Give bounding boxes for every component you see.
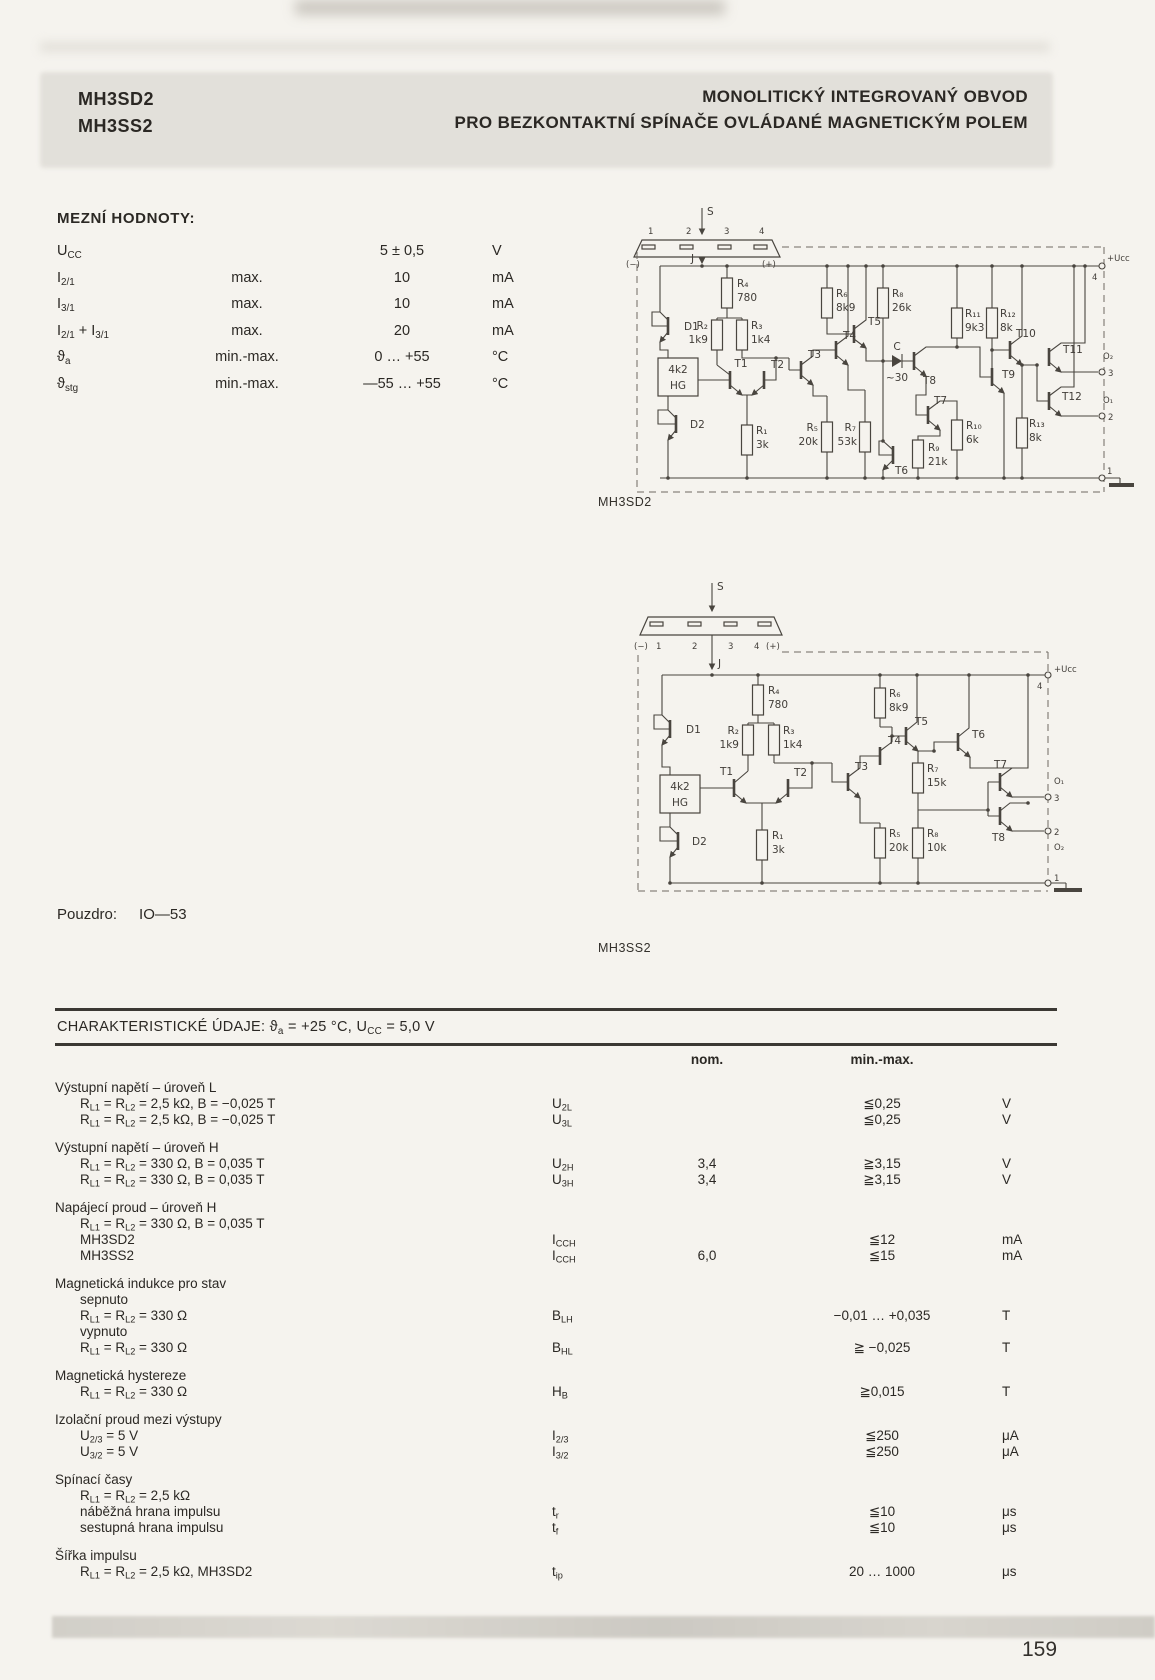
value: 10 bbox=[393, 269, 411, 286]
polarity-plus: (+) bbox=[766, 642, 780, 652]
value-r2: 1k9 bbox=[719, 739, 739, 751]
label-t10: T10 bbox=[1016, 328, 1036, 340]
value: 0 … +55 bbox=[374, 349, 430, 366]
value-r13: 8k bbox=[1029, 432, 1042, 444]
label-hg-value: 4k2 bbox=[670, 781, 690, 793]
label-t8: T8 bbox=[992, 832, 1006, 844]
char-line bbox=[55, 1504, 1057, 1520]
ucc-label: +Ucc bbox=[1107, 254, 1130, 264]
label-r4: R₄ bbox=[737, 278, 749, 290]
value-r1: 3k bbox=[756, 439, 769, 451]
package-label: Pouzdro: bbox=[57, 906, 118, 923]
value: 20 bbox=[393, 322, 411, 339]
char-line bbox=[55, 1412, 1057, 1428]
char-line bbox=[55, 1200, 1057, 1216]
label-t2: T2 bbox=[794, 767, 808, 779]
parameter: $ϑ_{stg}$ bbox=[57, 375, 79, 394]
symbol: $I_{CCH}$ bbox=[552, 1248, 576, 1265]
condition: min.-max. bbox=[215, 375, 279, 392]
output-o1-label: O₁ bbox=[1103, 396, 1114, 406]
label-t8: T8 bbox=[923, 375, 937, 387]
condition: vypnuto bbox=[80, 1324, 128, 1339]
component-labels bbox=[668, 254, 1130, 477]
value-r12: 8k bbox=[1000, 322, 1013, 334]
scan-artifact bbox=[295, 0, 725, 15]
limit-row bbox=[57, 376, 587, 403]
package-outline bbox=[634, 240, 780, 257]
value-r6: 8k9 bbox=[889, 702, 909, 714]
package-line bbox=[57, 906, 187, 923]
value-r5: 20k bbox=[798, 436, 818, 448]
label-r12: R₁₂ bbox=[1000, 308, 1016, 320]
condition: $R_{L1} = R_{L2} = 330$ Ω, B = 0,035 T bbox=[80, 1216, 265, 1233]
condition: $R_{L1} = R_{L2} = 330$ Ω bbox=[80, 1308, 188, 1325]
limit-row bbox=[57, 243, 587, 270]
pin-label: 4 bbox=[754, 642, 760, 652]
condition: Izolační proud mezi výstupy bbox=[55, 1412, 222, 1427]
label-c: C bbox=[893, 341, 901, 353]
condition: MH3SD2 bbox=[80, 1232, 135, 1247]
value-r10: 6k bbox=[966, 434, 979, 446]
label-r8: R₈ bbox=[927, 828, 939, 840]
output-o2-label: O₂ bbox=[1054, 843, 1065, 853]
pin2-label: 2 bbox=[1054, 828, 1060, 838]
label-hg: HG bbox=[669, 380, 687, 392]
scan-artifact-bottom bbox=[52, 1616, 1155, 1638]
minmax-value: ≦0,25 bbox=[863, 1096, 901, 1111]
condition: min.-max. bbox=[215, 349, 279, 366]
scan-artifact bbox=[40, 42, 1050, 52]
condition: max. bbox=[231, 296, 263, 313]
column-headers bbox=[55, 1052, 1057, 1068]
package-value: IO—53 bbox=[139, 906, 187, 923]
label-r13: R₁₃ bbox=[1029, 418, 1045, 430]
nom-value: 3,4 bbox=[697, 1172, 717, 1187]
label-r8: R₈ bbox=[892, 288, 904, 300]
char-line bbox=[55, 1080, 1057, 1096]
label-t12: T12 bbox=[1062, 391, 1082, 403]
label-t3: T3 bbox=[855, 761, 869, 773]
label-t5: T5 bbox=[868, 316, 882, 328]
unit: V bbox=[1002, 1096, 1012, 1111]
value-r2: 1k9 bbox=[688, 334, 708, 346]
pin-label: 3 bbox=[728, 642, 734, 652]
condition: max. bbox=[231, 322, 263, 339]
label-t9: T9 bbox=[1002, 369, 1016, 381]
unit: mA bbox=[1002, 1248, 1023, 1263]
value: —55 … +55 bbox=[363, 375, 441, 392]
char-line bbox=[55, 1428, 1057, 1444]
resistors bbox=[660, 685, 924, 860]
title-line-1: MONOLITICKÝ INTEGROVANÝ OBVOD bbox=[702, 87, 1028, 106]
pin-label: 3 bbox=[724, 227, 730, 237]
limits-heading: MEZNÍ HODNOTY: bbox=[57, 210, 196, 227]
unit: μs bbox=[1002, 1504, 1017, 1519]
condition: $U_{3/2} = 5$ V bbox=[80, 1444, 139, 1461]
label-r2: R₂ bbox=[696, 320, 708, 332]
label-r1: R₁ bbox=[772, 830, 784, 842]
schematic-mh3sd2 bbox=[596, 200, 1136, 500]
char-line bbox=[55, 1488, 1057, 1504]
part-number-1: MH3SD2 bbox=[78, 89, 155, 109]
label-d2: D2 bbox=[692, 836, 707, 848]
title-line-2: PRO BEZKONTAKTNÍ SPÍNAČE OVLÁDANÉ MAGNETICKÝM POLEM bbox=[454, 113, 1028, 132]
polarity-plus: (+) bbox=[762, 260, 776, 270]
condition: max. bbox=[231, 269, 263, 286]
condition: $R_{L1} = R_{L2} = 330$ Ω, B = 0,035 T bbox=[80, 1156, 265, 1173]
polarity-minus: (−) bbox=[626, 260, 640, 270]
label-r5: R₅ bbox=[806, 422, 818, 434]
pin3-label: 3 bbox=[1108, 369, 1114, 379]
unit: °C bbox=[492, 375, 509, 392]
condition: $R_{L1} = R_{L2} = 2,5$ kΩ, B = −0,025 T bbox=[80, 1096, 276, 1113]
signal-arrows bbox=[690, 206, 714, 265]
minmax-value: ≧3,15 bbox=[863, 1156, 901, 1171]
minmax-value: ≦15 bbox=[868, 1248, 896, 1263]
symbol: $I_{CCH}$ bbox=[552, 1232, 576, 1249]
pin-label: 4 bbox=[759, 227, 765, 237]
package-outline bbox=[640, 617, 782, 635]
char-line bbox=[55, 1564, 1057, 1580]
unit: μs bbox=[1002, 1520, 1017, 1535]
pin-label: 1 bbox=[656, 642, 662, 652]
value-r11: 9k3 bbox=[965, 322, 985, 334]
pin4-label: 4 bbox=[1037, 682, 1043, 692]
minmax-value: ≦250 bbox=[865, 1428, 899, 1443]
value-r4: 780 bbox=[768, 699, 789, 711]
value-r3: 1k4 bbox=[751, 334, 771, 346]
value: 10 bbox=[393, 296, 411, 313]
minmax-value: −0,01 … +0,035 bbox=[833, 1308, 931, 1323]
ucc-label: +Ucc bbox=[1054, 665, 1077, 675]
label-r3: R₃ bbox=[783, 725, 795, 737]
junction-j-label: J bbox=[691, 253, 695, 265]
document-title bbox=[340, 84, 1028, 136]
limit-values-section bbox=[57, 210, 587, 403]
parameter: $U_{CC}$ bbox=[57, 243, 82, 261]
pin-label: 1 bbox=[648, 227, 654, 237]
schematic-caption-sd2: MH3SD2 bbox=[598, 495, 652, 509]
condition: Výstupní napětí – úroveň H bbox=[55, 1140, 219, 1155]
condition: Napájecí proud – úroveň H bbox=[55, 1200, 217, 1215]
unit: mA bbox=[1002, 1232, 1023, 1247]
minmax-value: ≦10 bbox=[868, 1504, 896, 1519]
condition: $R_{L1} = R_{L2} = 2,5$ kΩ, MH3SD2 bbox=[80, 1564, 253, 1581]
label-t3: T3 bbox=[808, 349, 822, 361]
minmax-value: ≦250 bbox=[865, 1444, 899, 1459]
unit: V bbox=[1002, 1172, 1012, 1187]
unit: °C bbox=[492, 349, 509, 366]
symbol: $U_{3H}$ bbox=[552, 1172, 574, 1189]
unit: μA bbox=[1002, 1444, 1019, 1459]
char-line bbox=[55, 1248, 1057, 1264]
condition: Šířka impulsu bbox=[55, 1548, 137, 1563]
value-r4: 780 bbox=[737, 292, 758, 304]
value-r9: 21k bbox=[928, 456, 948, 468]
symbol: $H_B$ bbox=[552, 1384, 568, 1401]
char-line bbox=[55, 1340, 1057, 1356]
label-r5: R₅ bbox=[889, 828, 901, 840]
char-line bbox=[55, 1308, 1057, 1324]
symbol: $B_{HL}$ bbox=[552, 1340, 573, 1357]
label-t4: T4 bbox=[843, 330, 857, 342]
unit: μA bbox=[1002, 1428, 1019, 1443]
label-t7: T7 bbox=[934, 395, 948, 407]
page-number: 159 bbox=[1022, 1638, 1058, 1661]
label-t6: T6 bbox=[972, 729, 986, 741]
symbol: $U_{2H}$ bbox=[552, 1156, 574, 1173]
signal-arrows bbox=[712, 581, 724, 670]
schematic-mh3ss2 bbox=[596, 575, 1136, 910]
char-line bbox=[55, 1520, 1057, 1536]
label-t11: T11 bbox=[1063, 344, 1083, 356]
limit-row bbox=[57, 323, 587, 350]
value-r3: 1k4 bbox=[783, 739, 803, 751]
minmax-value: ≧ −0,025 bbox=[853, 1340, 911, 1355]
component-labels bbox=[670, 665, 1077, 884]
symbol: $I_{3/2}$ bbox=[552, 1444, 569, 1461]
signal-s-label: S bbox=[707, 206, 714, 218]
label-r7: R₇ bbox=[927, 763, 939, 775]
unit: V bbox=[1002, 1156, 1012, 1171]
unit: μs bbox=[1002, 1564, 1017, 1579]
label-t6: T6 bbox=[895, 465, 909, 477]
condition: Spínací časy bbox=[55, 1472, 133, 1487]
value-r7: 53k bbox=[837, 436, 857, 448]
signal-s-label: S bbox=[717, 581, 724, 593]
condition: náběžná hrana impulsu bbox=[80, 1504, 221, 1519]
char-line bbox=[55, 1384, 1057, 1400]
label-r3: R₃ bbox=[751, 320, 763, 332]
polarity-minus: (−) bbox=[634, 642, 648, 652]
value-r8: 10k bbox=[927, 842, 947, 854]
rule-under-heading bbox=[55, 1043, 1057, 1046]
nom-value: 3,4 bbox=[697, 1156, 717, 1171]
unit: mA bbox=[492, 322, 514, 339]
symbol: $t_{ip}$ bbox=[552, 1564, 563, 1581]
parameter: $I_{2/1} + I_{3/1}$ bbox=[57, 322, 109, 341]
value-r8: 26k bbox=[892, 302, 912, 314]
condition: sestupná hrana impulsu bbox=[80, 1520, 224, 1535]
char-line bbox=[55, 1292, 1057, 1308]
unit: mA bbox=[492, 296, 514, 313]
minmax-value: ≧3,15 bbox=[863, 1172, 901, 1187]
nom-value: 6,0 bbox=[697, 1248, 717, 1263]
condition: $U_{2/3} = 5$ V bbox=[80, 1428, 139, 1445]
schematic-caption-ss2: MH3SS2 bbox=[598, 941, 652, 955]
condition: MH3SS2 bbox=[80, 1248, 135, 1263]
char-line bbox=[55, 1112, 1057, 1128]
part-numbers bbox=[78, 86, 154, 140]
condition: sepnuto bbox=[80, 1292, 129, 1307]
minmax-value: 20 … 1000 bbox=[848, 1564, 916, 1579]
unit: T bbox=[1002, 1308, 1011, 1323]
unit: T bbox=[1002, 1340, 1011, 1355]
pin1-label: 1 bbox=[1107, 467, 1113, 477]
pin1-label: 1 bbox=[1054, 874, 1060, 884]
char-line bbox=[55, 1276, 1057, 1292]
limit-row bbox=[57, 349, 587, 376]
char-line bbox=[55, 1140, 1057, 1156]
unit: V bbox=[1002, 1112, 1012, 1127]
label-t1: T1 bbox=[720, 766, 734, 778]
output-o1-label: O₁ bbox=[1054, 777, 1065, 787]
char-line bbox=[55, 1216, 1057, 1232]
value: 5 ± 0,5 bbox=[379, 243, 425, 259]
pin2-label: 2 bbox=[1108, 413, 1114, 423]
wires bbox=[654, 675, 1082, 890]
label-r9: R₉ bbox=[928, 442, 940, 454]
condition: Výstupní napětí – úroveň L bbox=[55, 1080, 217, 1095]
label-t4: T4 bbox=[888, 735, 902, 747]
condition: Magnetická hystereze bbox=[55, 1368, 187, 1383]
characteristics-table bbox=[55, 1080, 1057, 1580]
minmax-value: ≦0,25 bbox=[863, 1112, 901, 1127]
label-r10: R₁₀ bbox=[966, 420, 982, 432]
condition: Magnetická indukce pro stav bbox=[55, 1276, 227, 1291]
label-hg-value: 4k2 bbox=[668, 364, 688, 376]
value-r7: 15k bbox=[927, 777, 947, 789]
condition: $R_{L1} = R_{L2} = 2,5$ kΩ, B = −0,025 T bbox=[80, 1112, 276, 1129]
char-line bbox=[55, 1232, 1057, 1248]
limit-row bbox=[57, 296, 587, 323]
char-line bbox=[55, 1324, 1057, 1340]
label-t5: T5 bbox=[915, 716, 929, 728]
symbol: $U_{3L}$ bbox=[552, 1112, 572, 1129]
label-r4: R₄ bbox=[768, 685, 780, 697]
label-t7: T7 bbox=[994, 759, 1008, 771]
pin3-label: 3 bbox=[1054, 794, 1060, 804]
char-line bbox=[55, 1156, 1057, 1172]
label-d1: D1 bbox=[686, 724, 701, 736]
characteristics-heading: CHARAKTERISTICKÉ ÚDAJE: $ϑ_a = +25$ °C, $U_{CC} = 5,0$ V bbox=[57, 1019, 435, 1037]
parameter: $I_{2/1}$ bbox=[57, 269, 75, 288]
condition: $R_{L1} = R_{L2} = 330$ Ω, B = 0,035 T bbox=[80, 1172, 265, 1189]
dashed-boundary bbox=[637, 247, 1104, 492]
unit: V bbox=[492, 243, 502, 259]
label-r11: R₁₁ bbox=[965, 308, 981, 320]
characteristics-section bbox=[55, 1008, 1057, 1580]
label-d2: D2 bbox=[690, 419, 705, 431]
value-c: ~30 bbox=[885, 372, 909, 384]
limit-row bbox=[57, 270, 587, 297]
pin-numbers bbox=[634, 642, 780, 652]
minmax-value: ≧0,015 bbox=[859, 1384, 905, 1399]
minmax-value: ≦10 bbox=[868, 1520, 896, 1535]
pin-label: 2 bbox=[692, 642, 698, 652]
condition: $R_{L1} = R_{L2} = 2,5$ kΩ bbox=[80, 1488, 191, 1505]
char-line bbox=[55, 1472, 1057, 1488]
output-o2-label: O₂ bbox=[1103, 352, 1114, 362]
symbol: $t_f$ bbox=[552, 1520, 559, 1537]
limits-table bbox=[57, 243, 587, 403]
parameter: $ϑ_a$ bbox=[57, 349, 71, 368]
label-r6: R₆ bbox=[836, 288, 848, 300]
symbol: $t_r$ bbox=[552, 1504, 559, 1521]
label-r1: R₁ bbox=[756, 425, 768, 437]
char-line bbox=[55, 1444, 1057, 1460]
minmax-value: ≦12 bbox=[868, 1232, 896, 1247]
pin4-label: 4 bbox=[1092, 273, 1098, 283]
char-line bbox=[55, 1096, 1057, 1112]
label-r7: R₇ bbox=[844, 422, 856, 434]
condition: $R_{L1} = R_{L2} = 330$ Ω bbox=[80, 1384, 188, 1401]
char-line bbox=[55, 1368, 1057, 1384]
unit: T bbox=[1002, 1384, 1011, 1399]
symbol: $U_{2L}$ bbox=[552, 1096, 572, 1113]
symbol: $B_{LH}$ bbox=[552, 1308, 573, 1325]
label-r6: R₆ bbox=[889, 688, 901, 700]
junction-j-label: J bbox=[718, 658, 722, 670]
dashed-boundary bbox=[638, 652, 1048, 891]
value-r1: 3k bbox=[772, 844, 785, 856]
unit: mA bbox=[492, 269, 514, 286]
column-header-minmax: min.-max. bbox=[850, 1052, 914, 1067]
part-number-2: MH3SS2 bbox=[78, 116, 154, 136]
label-d1: D1 bbox=[684, 321, 699, 333]
char-line bbox=[55, 1548, 1057, 1564]
value-r5: 20k bbox=[889, 842, 909, 854]
parameter: $I_{3/1}$ bbox=[57, 296, 75, 314]
value-r6: 8k9 bbox=[836, 302, 856, 314]
label-t2: T2 bbox=[771, 359, 785, 371]
label-t1: T1 bbox=[734, 358, 748, 370]
column-header-nom: nom. bbox=[690, 1052, 724, 1067]
condition: $R_{L1} = R_{L2} = 330$ Ω bbox=[80, 1340, 188, 1357]
pin-label: 2 bbox=[686, 227, 692, 237]
char-line bbox=[55, 1172, 1057, 1188]
symbol: $I_{2/3}$ bbox=[552, 1428, 569, 1445]
label-hg: HG bbox=[671, 797, 689, 809]
label-r2: R₂ bbox=[727, 725, 739, 737]
